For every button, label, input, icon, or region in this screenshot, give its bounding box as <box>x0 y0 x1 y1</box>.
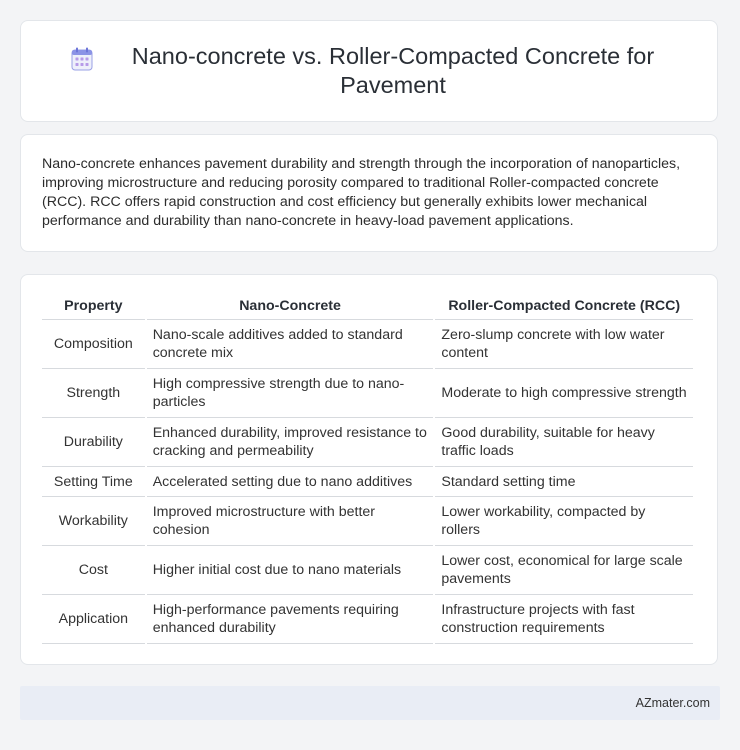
table-row <box>42 497 693 546</box>
title-card <box>20 20 718 122</box>
row-nano: Enhanced durability, improved resistance to cracking and permeability <box>147 418 434 467</box>
intro-paragraph: Nano-concrete enhances pavement durability and strength through the incorporation of nanoparticles, improving microstructure and reducing porosity compared to traditional Roller-compacted concrete (RCC). RCC offers rapid construction and cost efficiency but generally exhibits lower mechanical performance and durability than nano-concrete in heavy-load pavement applications. <box>42 156 681 229</box>
table-row <box>42 369 693 418</box>
row-property: Strength <box>42 369 145 418</box>
table-row <box>42 595 693 644</box>
row-nano: Higher initial cost due to nano materials <box>147 546 434 595</box>
calendar-icon <box>71 47 93 71</box>
table-header-row <box>42 293 693 320</box>
table-row <box>42 320 693 369</box>
table-row <box>42 467 693 497</box>
row-rcc: Infrastructure projects with fast construction requirements <box>435 595 693 644</box>
comparison-table <box>40 293 695 644</box>
row-property: Cost <box>42 546 145 595</box>
header-rcc: Roller-Compacted Concrete (RCC) <box>435 293 693 320</box>
row-property: Composition <box>42 320 145 369</box>
header-nano-concrete: Nano-Concrete <box>147 293 434 320</box>
comparison-card <box>20 274 718 665</box>
table-row <box>42 546 693 595</box>
header-property: Property <box>42 293 145 320</box>
footer-bar <box>20 686 720 720</box>
row-rcc: Standard setting time <box>435 467 693 497</box>
table-row <box>42 418 693 467</box>
page-title: Nano-concrete vs. Roller-Compacted Concrete for Pavement <box>131 43 655 98</box>
intro-card <box>20 134 718 252</box>
row-rcc: Good durability, suitable for heavy traffic loads <box>435 418 693 467</box>
row-property: Workability <box>42 497 145 546</box>
footer-brand[interactable]: AZmater.com <box>635 696 710 710</box>
row-nano: Nano-scale additives added to standard concrete mix <box>147 320 434 369</box>
row-nano: High compressive strength due to nano-particles <box>147 369 434 418</box>
row-rcc: Lower cost, economical for large scale pavements <box>435 546 693 595</box>
row-property: Durability <box>42 418 145 467</box>
row-nano: High-performance pavements requiring enhanced durability <box>147 595 434 644</box>
row-rcc: Moderate to high compressive strength <box>435 369 693 418</box>
title-wrap <box>71 42 667 100</box>
row-property: Setting Time <box>42 467 145 497</box>
row-rcc: Lower workability, compacted by rollers <box>435 497 693 546</box>
row-nano: Accelerated setting due to nano additives <box>147 467 434 497</box>
row-rcc: Zero-slump concrete with low water content <box>435 320 693 369</box>
row-property: Application <box>42 595 145 644</box>
row-nano: Improved microstructure with better cohesion <box>147 497 434 546</box>
